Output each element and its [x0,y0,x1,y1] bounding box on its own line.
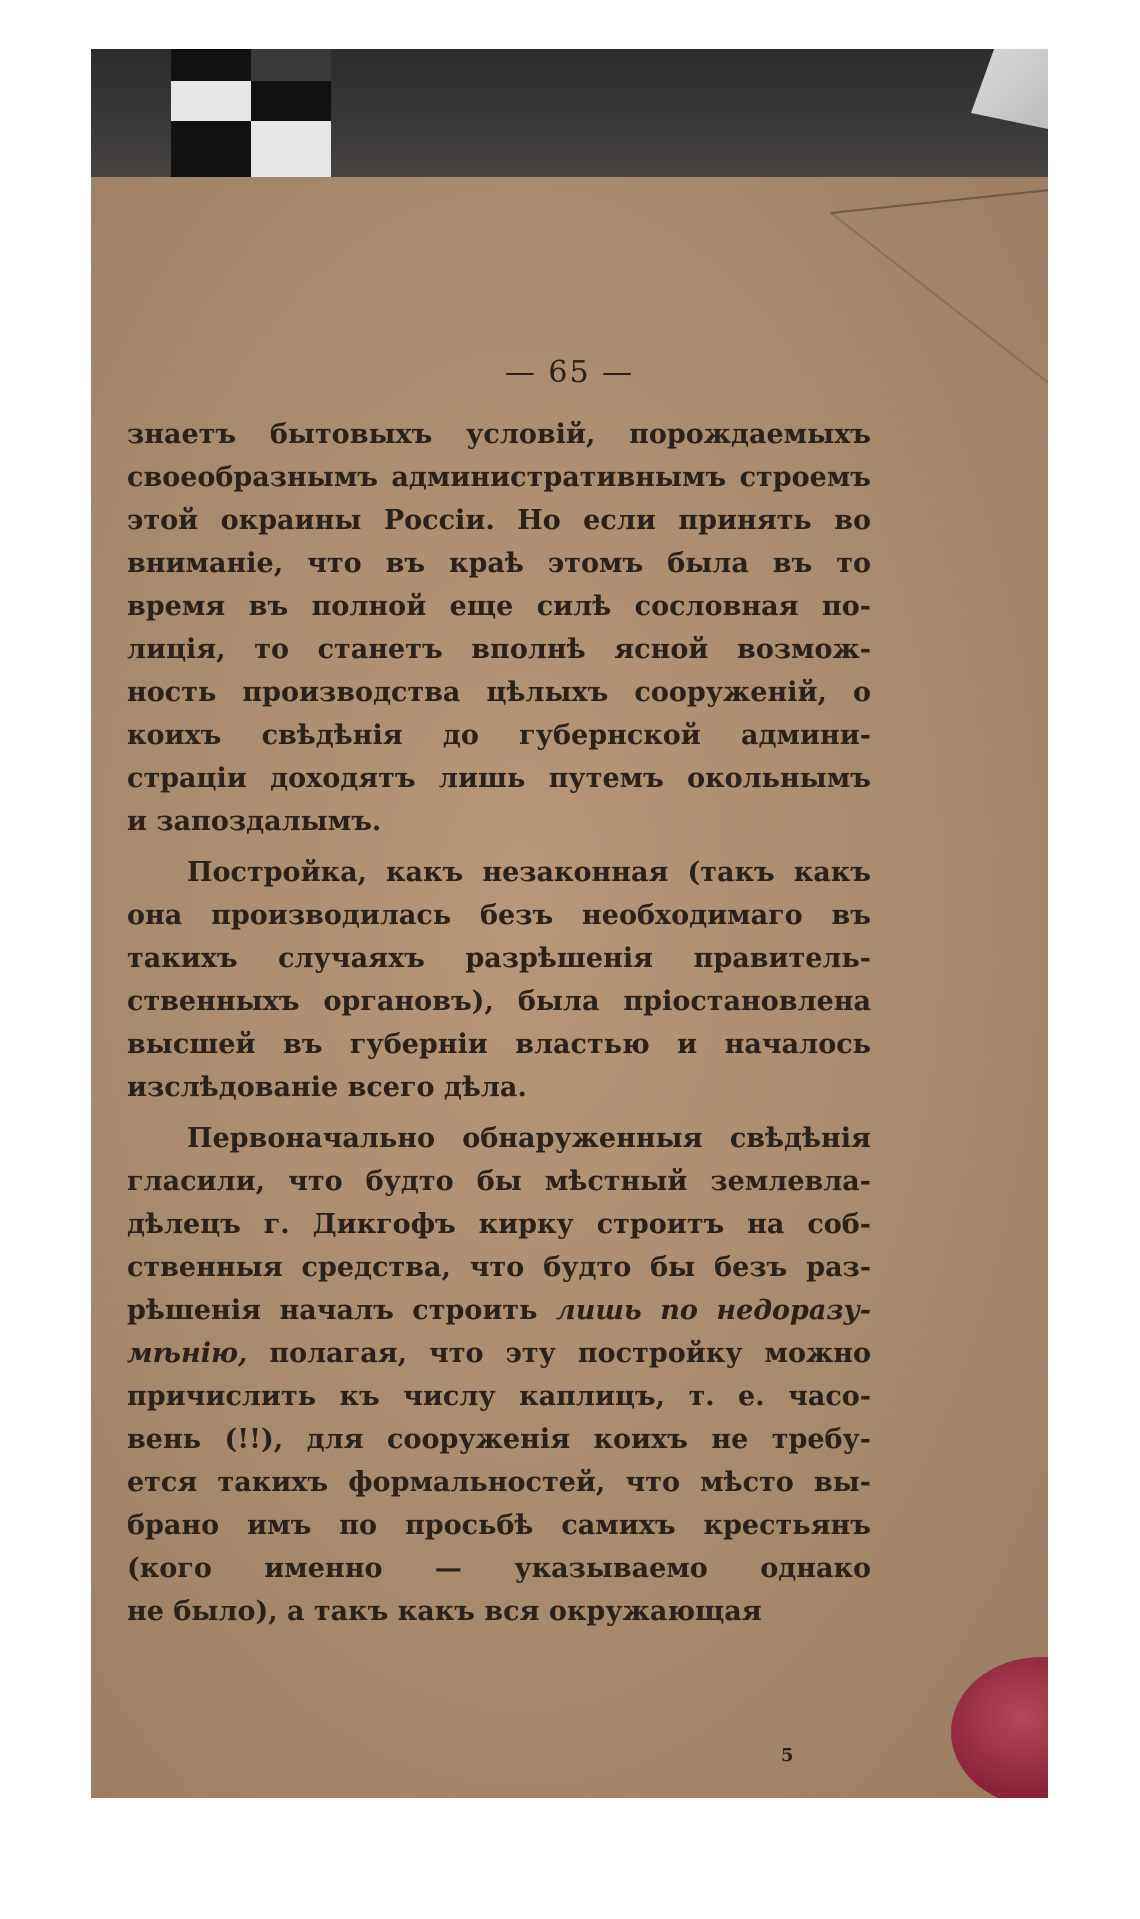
text-line: брано имъ по просьбѣ самихъ крестьянъ [127,1510,871,1541]
signature-mark: 5 [781,1745,794,1766]
text-line: и запоздалымъ. [127,806,382,837]
text-line: рѣшенія началъ строить лишь по недоразу- [127,1295,871,1326]
text-line: время въ полной еще силѣ сословная по- [127,591,871,622]
text-line: своеобразнымъ административнымъ строемъ [127,462,871,493]
paragraph-gap [127,1109,871,1117]
text-line: лиція, то станетъ вполнѣ ясной возмож- [127,634,871,665]
text-line: такихъ случаяхъ разрѣшенія правитель- [127,943,871,974]
text-line: знаетъ бытовыхъ условій, порождаемыхъ [127,419,871,450]
text-line: причислить къ числу каплицъ, т. е. часо- [127,1381,871,1412]
page-body-text [127,413,871,1633]
page-fold-line [831,188,1048,214]
text-line: ственныя средства, что будто бы безъ раз- [127,1252,871,1283]
text-line: вень (!!), для сооруженія коихъ не требу- [127,1424,871,1455]
text-line: дѣлецъ г. Дикгофъ кирку строитъ на соб- [127,1209,871,1240]
text-line: ется такихъ формальностей, что мѣсто вы- [127,1467,871,1498]
text-line: этой окраины Россіи. Но если принять во [127,505,871,536]
paragraph-gap [127,843,871,851]
page-number-header: — 65 — [504,355,635,390]
text-line: страціи доходятъ лишь путемъ окольнымъ [127,763,871,794]
text-line: Постройка, какъ незаконная (такъ какъ [187,857,871,888]
calibration-checker [171,49,331,177]
text-line: гласили, что будто бы мѣстный землевла- [127,1166,871,1197]
text-line: изслѣдованіе всего дѣла. [127,1072,527,1103]
text-line: высшей въ губерніи властью и началось [127,1029,871,1060]
scanned-page-photo [91,49,1048,1798]
scanner-corner-glare [971,49,1048,129]
text-line: мѣнію, полагая, что эту постройку можно [127,1338,871,1369]
text-line: не было), а такъ какъ вся окружающая [127,1596,762,1627]
text-line: коихъ свѣдѣнія до губернской админи- [127,720,871,751]
text-line: ность производства цѣлыхъ сооруженій, о [127,677,871,708]
text-line: вниманіе, что въ краѣ этомъ была въ то [127,548,871,579]
book-page [91,177,1048,1798]
text-line: ственныхъ органовъ), была пріостановлена [127,986,871,1017]
text-line: (кого именно — указываемо однако [127,1553,871,1584]
text-line: она производилась безъ необходимаго въ [127,900,871,931]
scanner-background-top [91,49,1048,177]
text-line: Первоначально обнаруженныя свѣдѣнія [187,1123,871,1154]
thumb-holding-page [951,1657,1048,1798]
